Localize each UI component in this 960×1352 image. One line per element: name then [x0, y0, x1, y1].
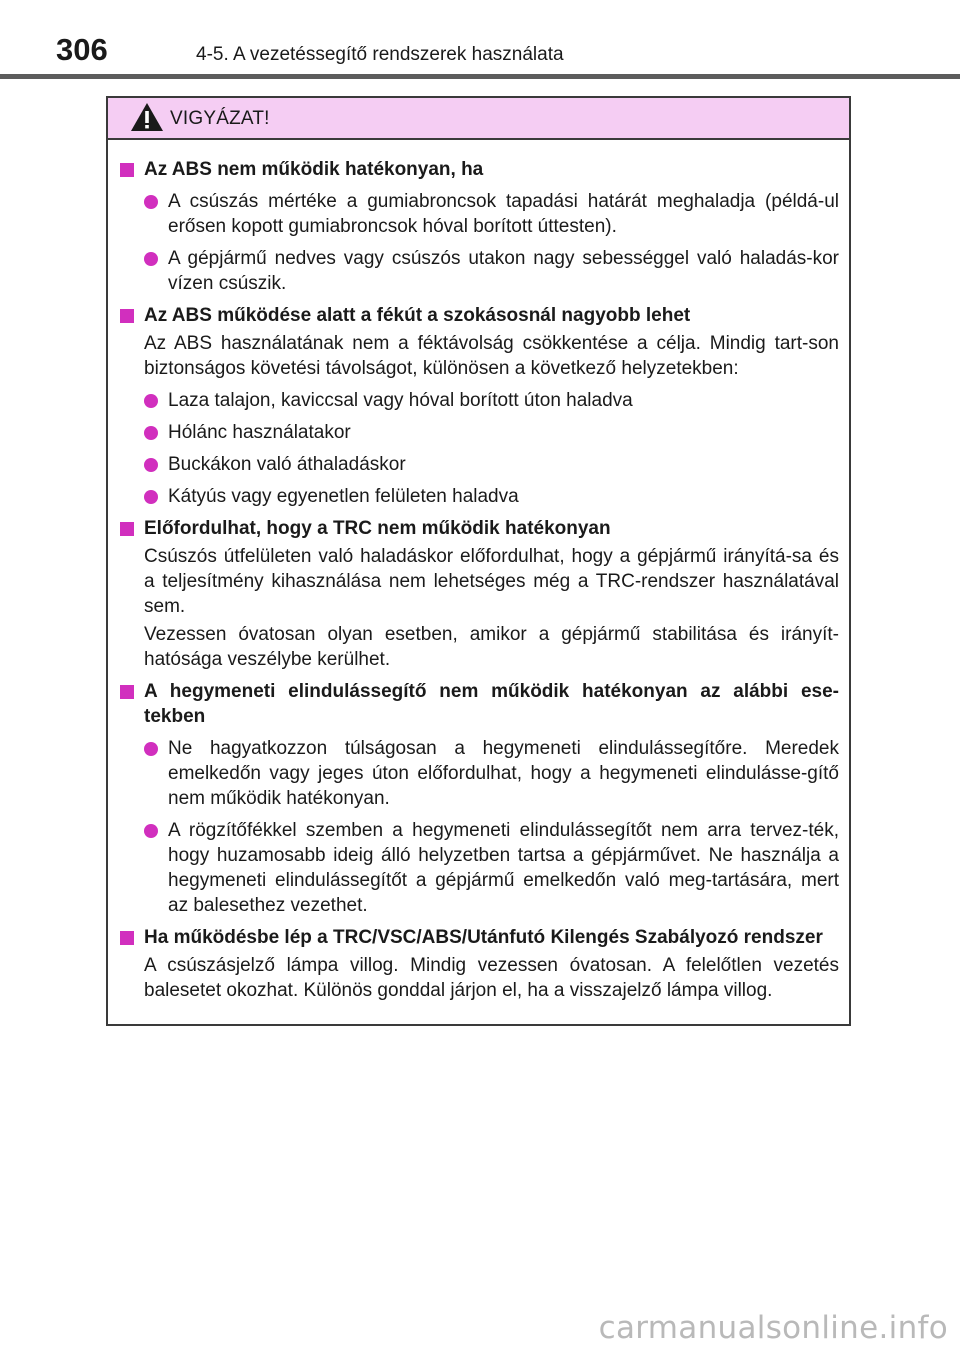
section-paragraph: A csúszásjelző lámpa villog. Mindig vezessen óvatosan. A felelőtlen vezetés balesetet okozhat. Különös gonddal járjon el, ha a visszajelző lámpa villog. — [144, 955, 839, 1001]
section-heading-text: A hegymeneti elindulássegítő nem működik hatékonyan az alábbi ese-tekben — [144, 681, 839, 727]
page-number: 306 — [56, 32, 108, 67]
page-header — [0, 0, 960, 80]
bullet-item — [120, 818, 839, 918]
bullet-text: Laza talajon, kaviccsal vagy hóval borított úton haladva — [168, 390, 633, 411]
bullet-text: A rögzítőfékkel szemben a hegymeneti elindulássegítőt nem arra tervez-ték, hogy huzamosabb ideig álló helyzetben tartsa a gépjárművet. Ne használja a hegymeneti elindulássegítőt a gépjármű emelkedőn való meg-tartására, mert az balesethez vezethet. — [168, 820, 839, 916]
section-paragraph: Vezessen óvatosan olyan esetben, amikor a gépjármű stabilitása és irányít-hatósága veszélybe kerülhet. — [144, 624, 839, 670]
section-title: 4-5. A vezetéssegítő rendszerek használata — [196, 44, 564, 65]
bullet-text: Hólánc használatakor — [168, 422, 351, 443]
section-paragraph: Az ABS használatának nem a féktávolság csökkentése a célja. Mindig tart-son biztonságos követési távolságot, különösen a következő helyzetekben: — [144, 333, 839, 379]
round-bullet-icon — [144, 458, 158, 472]
round-bullet-icon — [144, 742, 158, 756]
section-heading — [120, 157, 839, 182]
round-bullet-icon — [144, 490, 158, 504]
bullet-text: Buckákon való áthaladáskor — [168, 454, 406, 475]
section-heading — [120, 679, 839, 729]
section-heading — [120, 925, 839, 950]
bullet-item — [120, 420, 839, 445]
round-bullet-icon — [144, 195, 158, 209]
square-bullet-icon — [120, 685, 134, 699]
bullet-text: Kátyús vagy egyenetlen felületen haladva — [168, 486, 519, 507]
bullet-text: A csúszás mértéke a gumiabroncsok tapadási határát meghaladja (példá-ul erősen kopott gumiabroncsok hóval borított úttesten). — [168, 191, 839, 237]
section-heading-text: Ha működésbe lép a TRC/VSC/ABS/Utánfutó Kilengés Szabályozó rendszer — [144, 927, 823, 948]
warning-title: VIGYÁZAT! — [170, 108, 270, 129]
section-heading-text: Az ABS működése alatt a fékút a szokásosnál nagyobb lehet — [144, 305, 691, 326]
warning-triangle-icon — [130, 102, 164, 132]
warning-body — [108, 140, 849, 1003]
bullet-text: A gépjármű nedves vagy csúszós utakon nagy sebességgel való haladás-kor vízen csúszik. — [168, 248, 839, 294]
round-bullet-icon — [144, 426, 158, 440]
square-bullet-icon — [120, 522, 134, 536]
warning-box — [106, 96, 851, 1026]
round-bullet-icon — [144, 824, 158, 838]
bullet-item — [120, 246, 839, 296]
bullet-item — [120, 736, 839, 811]
round-bullet-icon — [144, 252, 158, 266]
bullet-item — [120, 452, 839, 477]
section-heading-text: Az ABS nem működik hatékonyan, ha — [144, 159, 484, 180]
round-bullet-icon — [144, 394, 158, 408]
bullet-text: Ne hagyatkozzon túlságosan a hegymeneti elindulássegítőre. Meredek emelkedőn vagy jeges úton előfordulhat, hogy a hegymeneti elindulásse-gítő nem működik hatékonyan. — [168, 738, 839, 809]
header-rule — [0, 74, 960, 79]
bullet-item — [120, 388, 839, 413]
section-paragraph: Csúszós útfelületen való haladáskor előfordulhat, hogy a gépjármű irányítá-sa és a teljesítmény kihasználása nem lehetséges még a TRC-rendszer használatával sem. — [144, 546, 839, 617]
square-bullet-icon — [120, 931, 134, 945]
section-heading — [120, 516, 839, 541]
warning-header — [108, 98, 849, 140]
watermark: carmanualsonline.info — [598, 1310, 948, 1346]
square-bullet-icon — [120, 309, 134, 323]
section-heading — [120, 303, 839, 328]
bullet-item — [120, 189, 839, 239]
section-heading-text: Előfordulhat, hogy a TRC nem működik hatékonyan — [144, 518, 611, 539]
bullet-item — [120, 484, 839, 509]
square-bullet-icon — [120, 163, 134, 177]
